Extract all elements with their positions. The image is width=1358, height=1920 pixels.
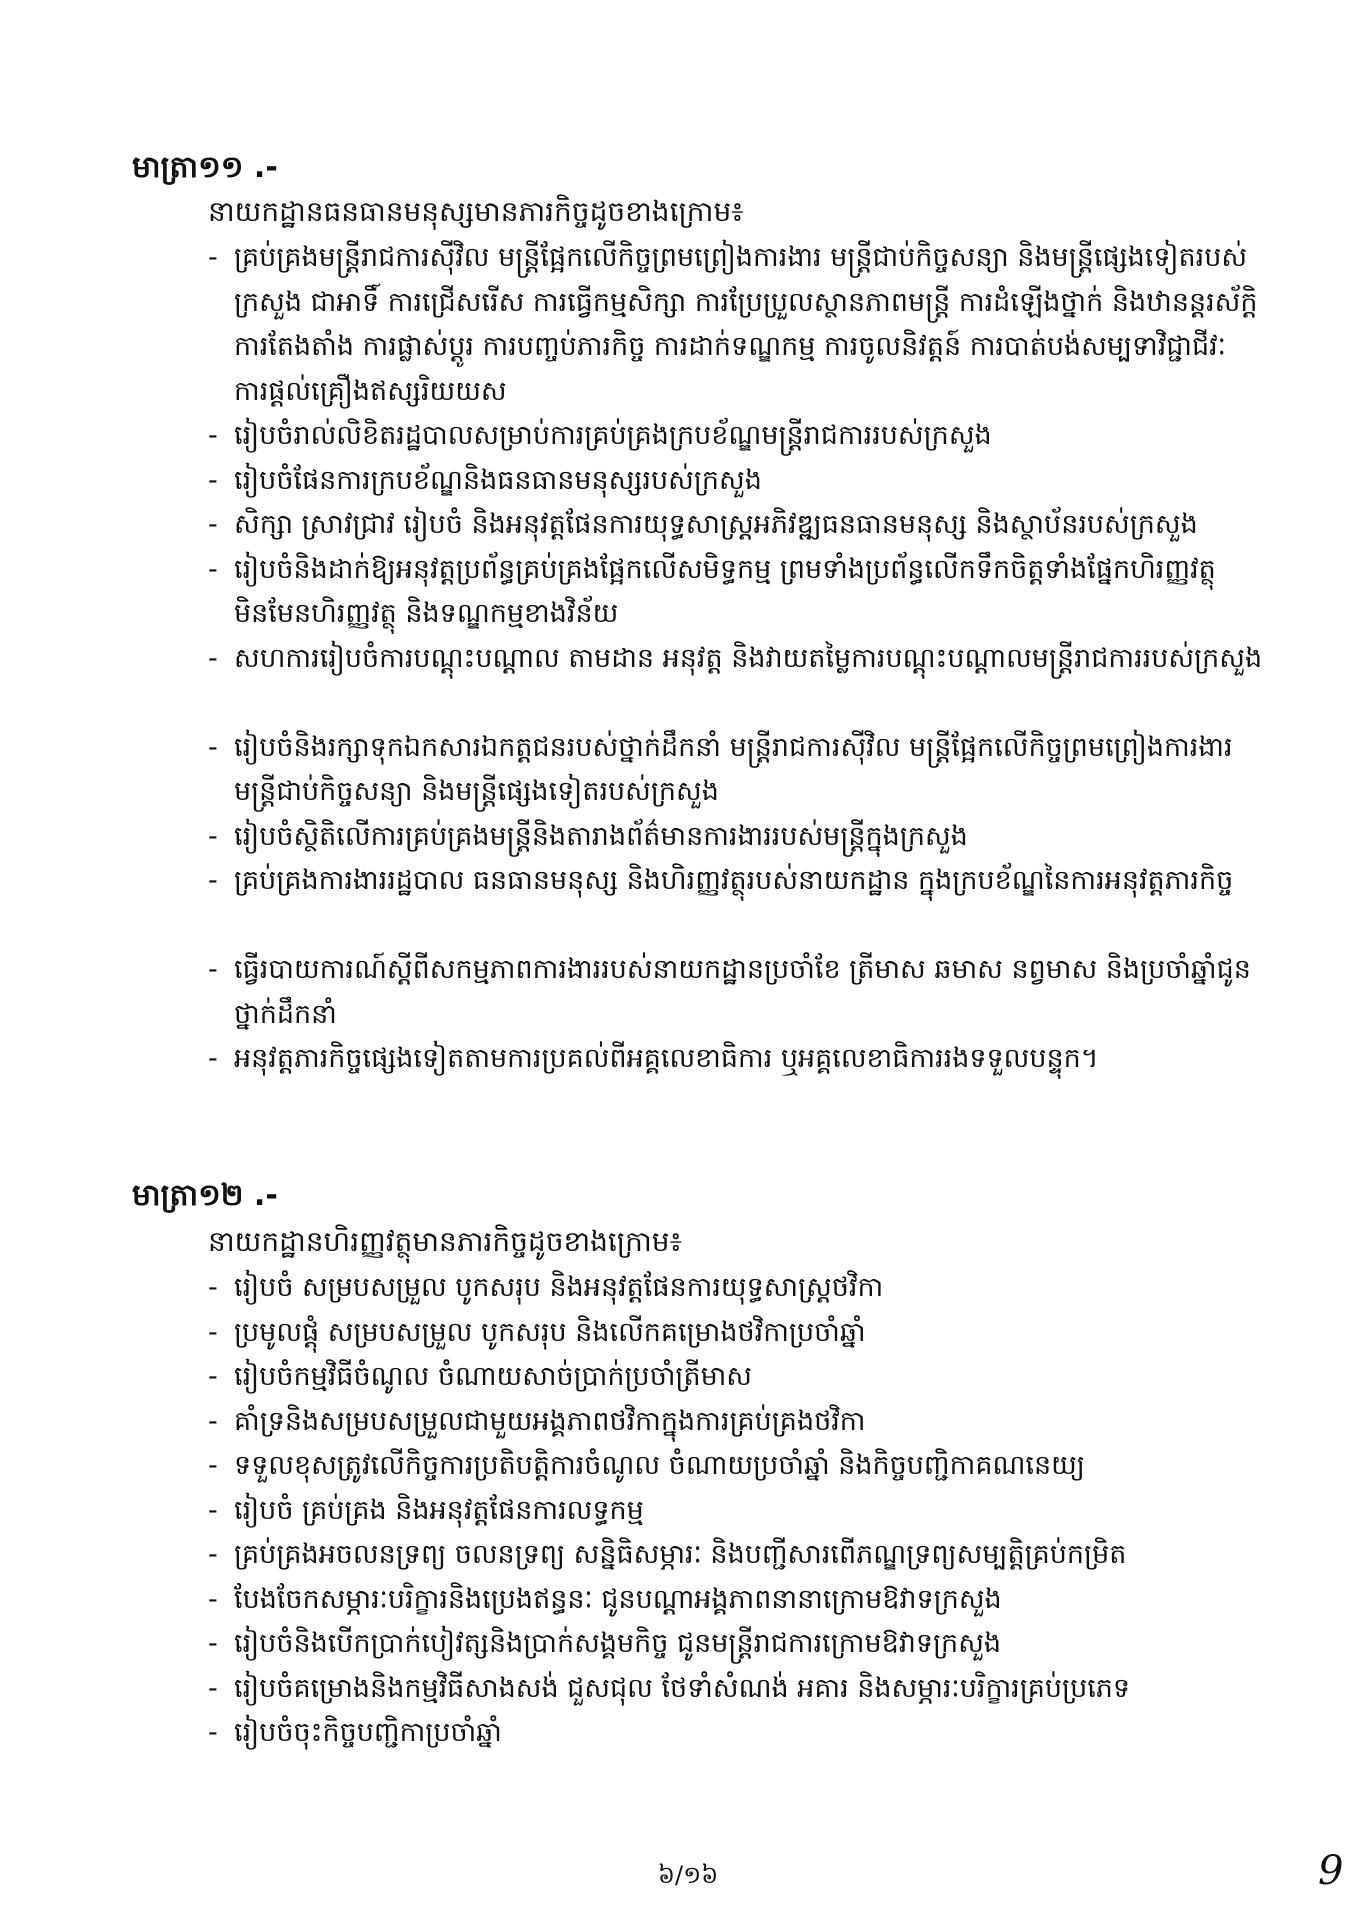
list-item: - រៀបចំស្ថិតិលើការគ្រប់គ្រងមន្ត្រីនិងតារាងព័ត៌មានការងាររបស់មន្ត្រីក្នុងក្រសួង	[208, 820, 968, 852]
page-number: ៦/១៦	[658, 1861, 719, 1889]
article-12-title: មាត្រា១២ .-	[132, 1178, 278, 1213]
article-11-intro: នាយកដ្ឋានធនធានមនុស្សមានភារកិច្ចដូចខាងក្រោម៖	[208, 195, 744, 228]
article-11-title: មាត្រា១១ .-	[132, 150, 278, 185]
signature-mark: 9	[1318, 1848, 1344, 1894]
article-12-intro: នាយកដ្ឋានហិរញ្ញវត្ថុមានភារកិច្ចដូចខាងក្រោម៖	[208, 1225, 682, 1258]
list-item: - ប្រមូលផ្តុំ សម្របសម្រួល បូកសរុប និងលើកគម្រោងថវិកាប្រចាំឆ្នាំ	[208, 1316, 866, 1348]
list-item: - រៀបចំ គ្រប់គ្រង និងអនុវត្តផែនការលទ្ធកម្ម	[208, 1494, 644, 1526]
list-item: - សិក្សា ស្រាវជ្រាវ រៀបចំ និងអនុវត្តផែនការយុទ្ធសាស្ត្រអភិវឌ្ឍធនធានមនុស្ស និងស្ថាប័នរបស់ក្រសួង	[208, 509, 1198, 540]
list-item: - រៀបចំនិងរក្សាទុកឯកសារឯកត្តជនរបស់ថ្នាក់ដឹកនាំ មន្ត្រីរាជការស៊ីវិល មន្ត្រីផ្អែកលើកិច្ចព្រមព្រៀងការងារ មន្ត្រីជាប់កិច្ចសន្យា និងមន្ត្រីផ្សេងទៀតរបស់ក្រសួង	[208, 731, 1233, 807]
list-item: - ធ្វើរបាយការណ៍ស្តីពីសកម្មភាពការងាររបស់នាយកដ្ឋានប្រចាំខែ ត្រីមាស ឆមាស នព្វមាស និងប្រចាំឆ្នាំជូនថ្នាក់ដឹកនាំ	[208, 954, 1251, 1030]
list-item: - អនុវត្តភារកិច្ចផ្សេងទៀតតាមការប្រគល់ពីអគ្គលេខាធិការ ឬអគ្គលេខាធិការរងទទួលបន្ទុក។	[208, 1043, 1099, 1074]
list-item: - រៀបចំផែនការក្របខ័ណ្ឌនិងធនធានមនុស្សរបស់ក្រសួង	[208, 464, 762, 496]
list-item: - រៀបចំនិងបើកប្រាក់បៀវត្សនិងប្រាក់សង្គមកិច្ច ជូនមន្ត្រីរាជការក្រោមឱវាទក្រសួង	[208, 1628, 1002, 1659]
article-12-duties	[208, 1266, 1268, 1756]
list-item: - សហការរៀបចំការបណ្តុះបណ្តាល តាមដាន អនុវត្ត និងវាយតម្លៃការបណ្តុះបណ្តាលមន្ត្រីរាជការរបស់ក្រសួង	[208, 642, 1263, 674]
list-item: - ទទួលខុសត្រូវលើកិច្ចការប្រតិបត្តិការចំណូល ចំណាយប្រចាំឆ្នាំ និងកិច្ចបញ្ជិកាគណនេយ្យ	[208, 1450, 1085, 1481]
list-item: - រៀបចំនិងដាក់ឱ្យអនុវត្តប្រព័ន្ធគ្រប់គ្រងផ្អែកលើសមិទ្ធកម្ម ព្រមទាំងប្រព័ន្ធលើកទឹកចិត្តទាំងផ្នែកហិរញ្ញវត្ថុ មិនមែនហិរញ្ញវត្ថុ និងទណ្ឌកម្មខាងវិន័យ	[208, 553, 1216, 629]
list-item: - រៀបចំ សម្របសម្រួល បូកសរុប និងអនុវត្តផែនការយុទ្ធសាស្ត្រថវិកា	[208, 1272, 884, 1303]
list-item: - រៀបចំចុះកិច្ចបញ្ជិកាប្រចាំឆ្នាំ	[208, 1717, 502, 1748]
list-item: - គាំទ្រនិងសម្របសម្រួលជាមួយអង្គភាពថវិកាក្នុងការគ្រប់គ្រងថវិកា	[208, 1405, 866, 1437]
list-item: - បែងចែកសម្ភារៈបរិក្ខារនិងប្រេងឥន្ធនៈ ជូនបណ្តាអង្គភាពនានាក្រោមឱវាទក្រសួង	[208, 1583, 1002, 1615]
list-item: - រៀបចំគម្រោងនិងកម្មវិធីសាងសង់ ជួសជុល ថែទាំសំណង់ អគារ និងសម្ភារៈបរិក្ខារគ្រប់ប្រភេទ	[208, 1672, 1131, 1704]
article-11-duties	[208, 236, 1268, 1082]
list-item: - គ្រប់គ្រងមន្ត្រីរាជការស៊ីវិល មន្ត្រីផ្អែកលើកិច្ចព្រមព្រៀងការងារ មន្ត្រីជាប់កិច្ចសន្យា និងមន្ត្រីផ្សេងទៀតរបស់ក្រសួង ជាអាទិ៍ ការជ្រើសរើស ការធ្វើកម្មសិក្សា ការប្រែប្រួលស្ថានភាពមន្ត្រី ការដំឡើងថ្នាក់ និងឋានន្តរស័ក្តិ ការតែងតាំង ការផ្លាស់ប្តូរ ការបញ្ចប់ភារកិច្ច ការដាក់ទណ្ឌកម្ម ការចូលនិវត្តន៍ ការបាត់បង់សម្បទាវិជ្ជាជីវៈ ការផ្តល់គ្រឿងឥស្សរិយយស	[208, 242, 1258, 407]
list-item: - គ្រប់គ្រងការងាររដ្ឋបាល ធនធានមនុស្ស និងហិរញ្ញវត្ថុរបស់នាយកដ្ឋាន ក្នុងក្របខ័ណ្ឌនៃការអនុវត្តភារកិច្ច	[208, 865, 1234, 896]
list-item: - រៀបចំរាល់លិខិតរដ្ឋបាលសម្រាប់ការគ្រប់គ្រងក្របខ័ណ្ឌមន្ត្រីរាជការរបស់ក្រសួង	[208, 420, 992, 451]
list-item: - គ្រប់គ្រងអចលនទ្រព្យ ចលនទ្រព្យ សន្និធិសម្ភារៈ និងបញ្ជីសារពើភណ្ឌទ្រព្យសម្បត្តិគ្រប់កម្រិត	[208, 1539, 1127, 1570]
list-item: - រៀបចំកម្មវិធីចំណូល ចំណាយសាច់ប្រាក់ប្រចាំត្រីមាស	[208, 1361, 752, 1392]
